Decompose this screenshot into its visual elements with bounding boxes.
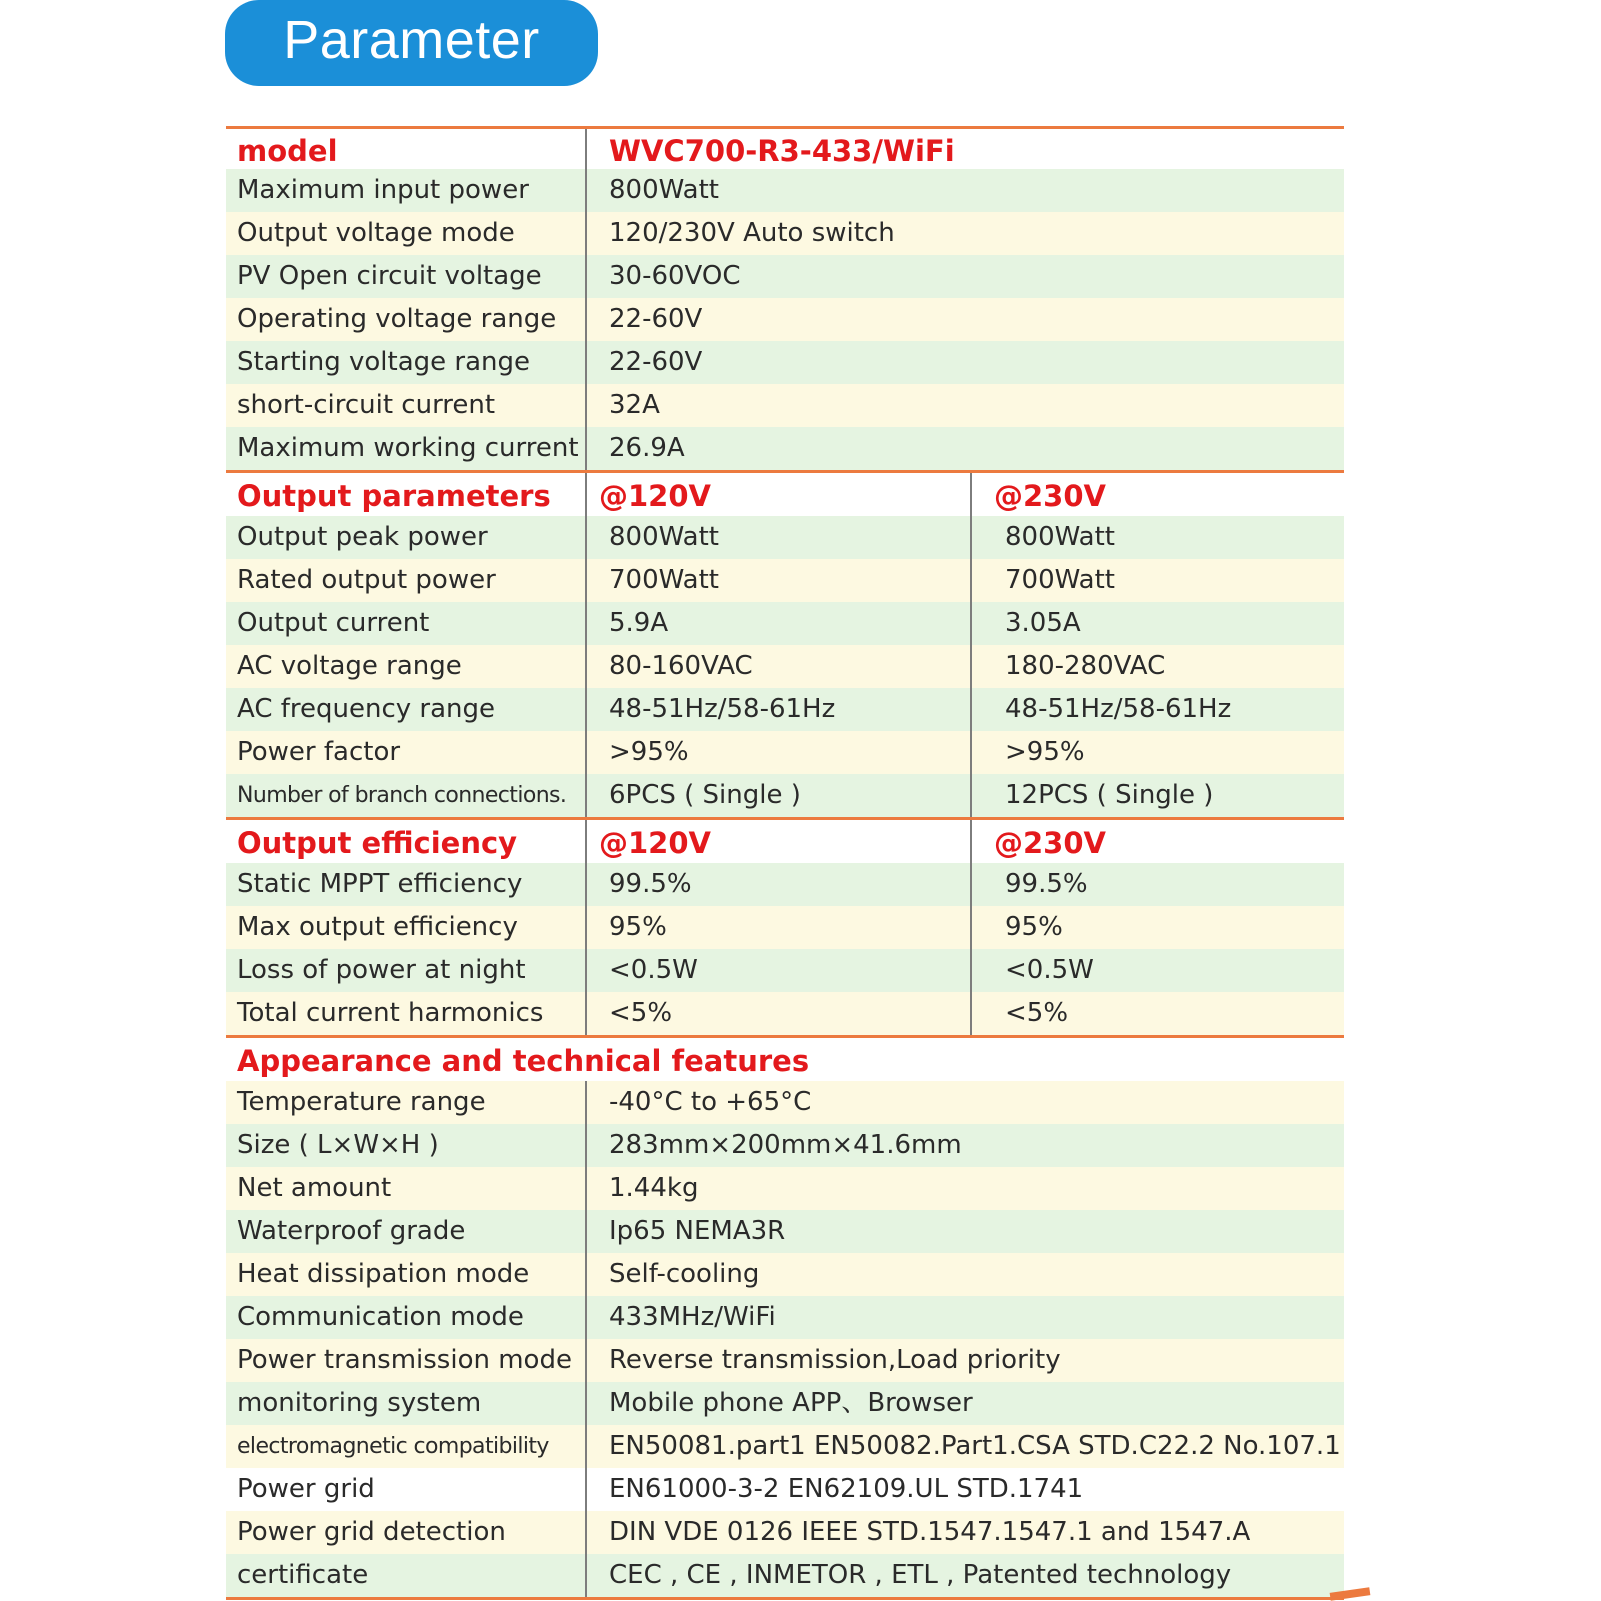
section-title: Output efficiency xyxy=(226,820,587,863)
table-row xyxy=(226,212,1344,255)
value-230v: <5% xyxy=(1005,998,1069,1028)
table-row xyxy=(226,1382,1344,1425)
row-value: 32A xyxy=(609,390,660,420)
column-header-120v: @120V xyxy=(587,820,972,863)
value-120v: 95% xyxy=(587,906,972,949)
section-header xyxy=(226,820,1344,863)
row-label: Power grid xyxy=(226,1468,587,1511)
table-row xyxy=(226,949,1344,992)
value-120v: 5.9A xyxy=(587,602,972,645)
value-230v: 99.5% xyxy=(1005,869,1088,899)
section-header xyxy=(226,473,1344,516)
row-label: Rated output power xyxy=(226,559,587,602)
section-header xyxy=(226,1038,1344,1081)
table-row xyxy=(226,1081,1344,1124)
row-label: Waterproof grade xyxy=(226,1210,587,1253)
row-label: monitoring system xyxy=(226,1382,587,1425)
table-row xyxy=(226,298,1344,341)
value-120v: 48-51Hz/58-61Hz xyxy=(587,688,972,731)
row-label: Temperature range xyxy=(226,1081,587,1124)
table-row xyxy=(226,645,1344,688)
table-row xyxy=(226,341,1344,384)
row-label: Max output efficiency xyxy=(226,906,587,949)
value-120v: 800Watt xyxy=(587,516,972,559)
model-label: model xyxy=(226,129,587,169)
table-row xyxy=(226,1210,1344,1253)
row-label: Number of branch connections. xyxy=(226,774,587,817)
table-row xyxy=(226,992,1344,1035)
value-120v: 700Watt xyxy=(587,559,972,602)
parameter-badge: Parameter xyxy=(225,0,598,86)
row-label: Net amount xyxy=(226,1167,587,1210)
table-row xyxy=(226,1425,1344,1468)
value-120v: 80-160VAC xyxy=(587,645,972,688)
table-bottom-rule xyxy=(226,1597,1344,1600)
value-230v: 180-280VAC xyxy=(1005,651,1166,681)
value-230v: 12PCS ( Single ) xyxy=(1005,780,1214,810)
table-row xyxy=(226,731,1344,774)
row-label: Output current xyxy=(226,602,587,645)
row-label: PV Open circuit voltage xyxy=(226,255,587,298)
table-row xyxy=(226,1296,1344,1339)
table-row xyxy=(226,1124,1344,1167)
row-value: EN50081.part1 EN50082.Part1.CSA STD.C22.2 No.107.1 xyxy=(609,1431,1341,1461)
table-row xyxy=(226,516,1344,559)
value-120v: >95% xyxy=(587,731,972,774)
row-label: Power grid detection xyxy=(226,1511,587,1554)
row-label: AC voltage range xyxy=(226,645,587,688)
value-120v: <0.5W xyxy=(587,949,972,992)
section-title: Output parameters xyxy=(226,473,587,516)
row-label: Heat dissipation mode xyxy=(226,1253,587,1296)
row-value: 26.9A xyxy=(609,433,685,463)
table-row xyxy=(226,906,1344,949)
row-value: Ip65 NEMA3R xyxy=(609,1216,786,1246)
table-row xyxy=(226,1468,1344,1511)
row-value: 1.44kg xyxy=(609,1173,699,1203)
row-value: 120/230V Auto switch xyxy=(609,218,895,248)
row-value: 30-60VOC xyxy=(609,261,741,291)
row-label: Total current harmonics xyxy=(226,992,587,1035)
row-value: Reverse transmission,Load priority xyxy=(609,1345,1061,1375)
row-label: Output peak power xyxy=(226,516,587,559)
table-row xyxy=(226,1554,1344,1597)
table-row xyxy=(226,384,1344,427)
value-230v: 95% xyxy=(1005,912,1063,942)
value-230v: 3.05A xyxy=(1005,608,1081,638)
row-value: -40°C to +65°C xyxy=(609,1087,812,1117)
row-label: Operating voltage range xyxy=(226,298,587,341)
row-label: electromagnetic compatibility xyxy=(226,1425,587,1468)
table-row xyxy=(226,1339,1344,1382)
table-row xyxy=(226,774,1344,817)
value-230v: 700Watt xyxy=(1005,565,1115,595)
table-row xyxy=(226,1253,1344,1296)
row-value: Mobile phone APP、Browser xyxy=(609,1388,973,1418)
row-value: DIN VDE 0126 IEEE STD.1547.1547.1 and 1547.A xyxy=(609,1517,1251,1547)
table-row xyxy=(226,1167,1344,1210)
parameter-table xyxy=(226,126,1344,1600)
row-value: Self-cooling xyxy=(609,1259,760,1289)
appearance-section xyxy=(226,1035,1344,1597)
row-value: 22-60V xyxy=(609,304,703,334)
row-value: CEC , CE , INMETOR , ETL , Patented technology xyxy=(609,1560,1232,1590)
value-230v: 48-51Hz/58-61Hz xyxy=(1005,694,1232,724)
row-label: Size ( L×W×H ) xyxy=(226,1124,587,1167)
row-label: AC frequency range xyxy=(226,688,587,731)
row-value: EN61000-3-2 EN62109.UL STD.1741 xyxy=(609,1474,1084,1504)
row-label: certificate xyxy=(226,1554,587,1597)
row-value: 283mm×200mm×41.6mm xyxy=(609,1130,962,1160)
row-label: Maximum working current xyxy=(226,427,587,470)
row-label: Power factor xyxy=(226,731,587,774)
table-row xyxy=(226,559,1344,602)
row-value: 22-60V xyxy=(609,347,703,377)
value-230v: 800Watt xyxy=(1005,522,1115,552)
output-parameters-section xyxy=(226,470,1344,817)
row-label: Power transmission mode xyxy=(226,1339,587,1382)
row-label: Output voltage mode xyxy=(226,212,587,255)
model-value: WVC700-R3-433/WiFi xyxy=(609,134,955,168)
row-label: Maximum input power xyxy=(226,169,587,212)
table-row xyxy=(226,427,1344,470)
row-label: Loss of power at night xyxy=(226,949,587,992)
row-value: 433MHz/WiFi xyxy=(609,1302,776,1332)
table-row xyxy=(226,169,1344,212)
column-header-230v: @230V xyxy=(994,826,1106,860)
value-120v: <5% xyxy=(587,992,972,1035)
column-header-230v: @230V xyxy=(994,479,1106,513)
column-header-120v: @120V xyxy=(587,473,972,516)
table-row xyxy=(226,255,1344,298)
table-row xyxy=(226,688,1344,731)
row-label: Communication mode xyxy=(226,1296,587,1339)
section-title: Appearance and technical features xyxy=(237,1044,810,1078)
row-label: Static MPPT efficiency xyxy=(226,863,587,906)
value-230v: <0.5W xyxy=(1005,955,1094,985)
row-label: Starting voltage range xyxy=(226,341,587,384)
value-120v: 99.5% xyxy=(587,863,972,906)
value-230v: >95% xyxy=(1005,737,1085,767)
table-row xyxy=(226,863,1344,906)
table-row xyxy=(226,602,1344,645)
row-value: 800Watt xyxy=(609,175,719,205)
row-label: short-circuit current xyxy=(226,384,587,427)
value-120v: 6PCS ( Single ) xyxy=(587,774,972,817)
model-row xyxy=(226,129,1344,169)
input-section xyxy=(226,126,1344,470)
table-row xyxy=(226,1511,1344,1554)
output-efficiency-section xyxy=(226,817,1344,1035)
